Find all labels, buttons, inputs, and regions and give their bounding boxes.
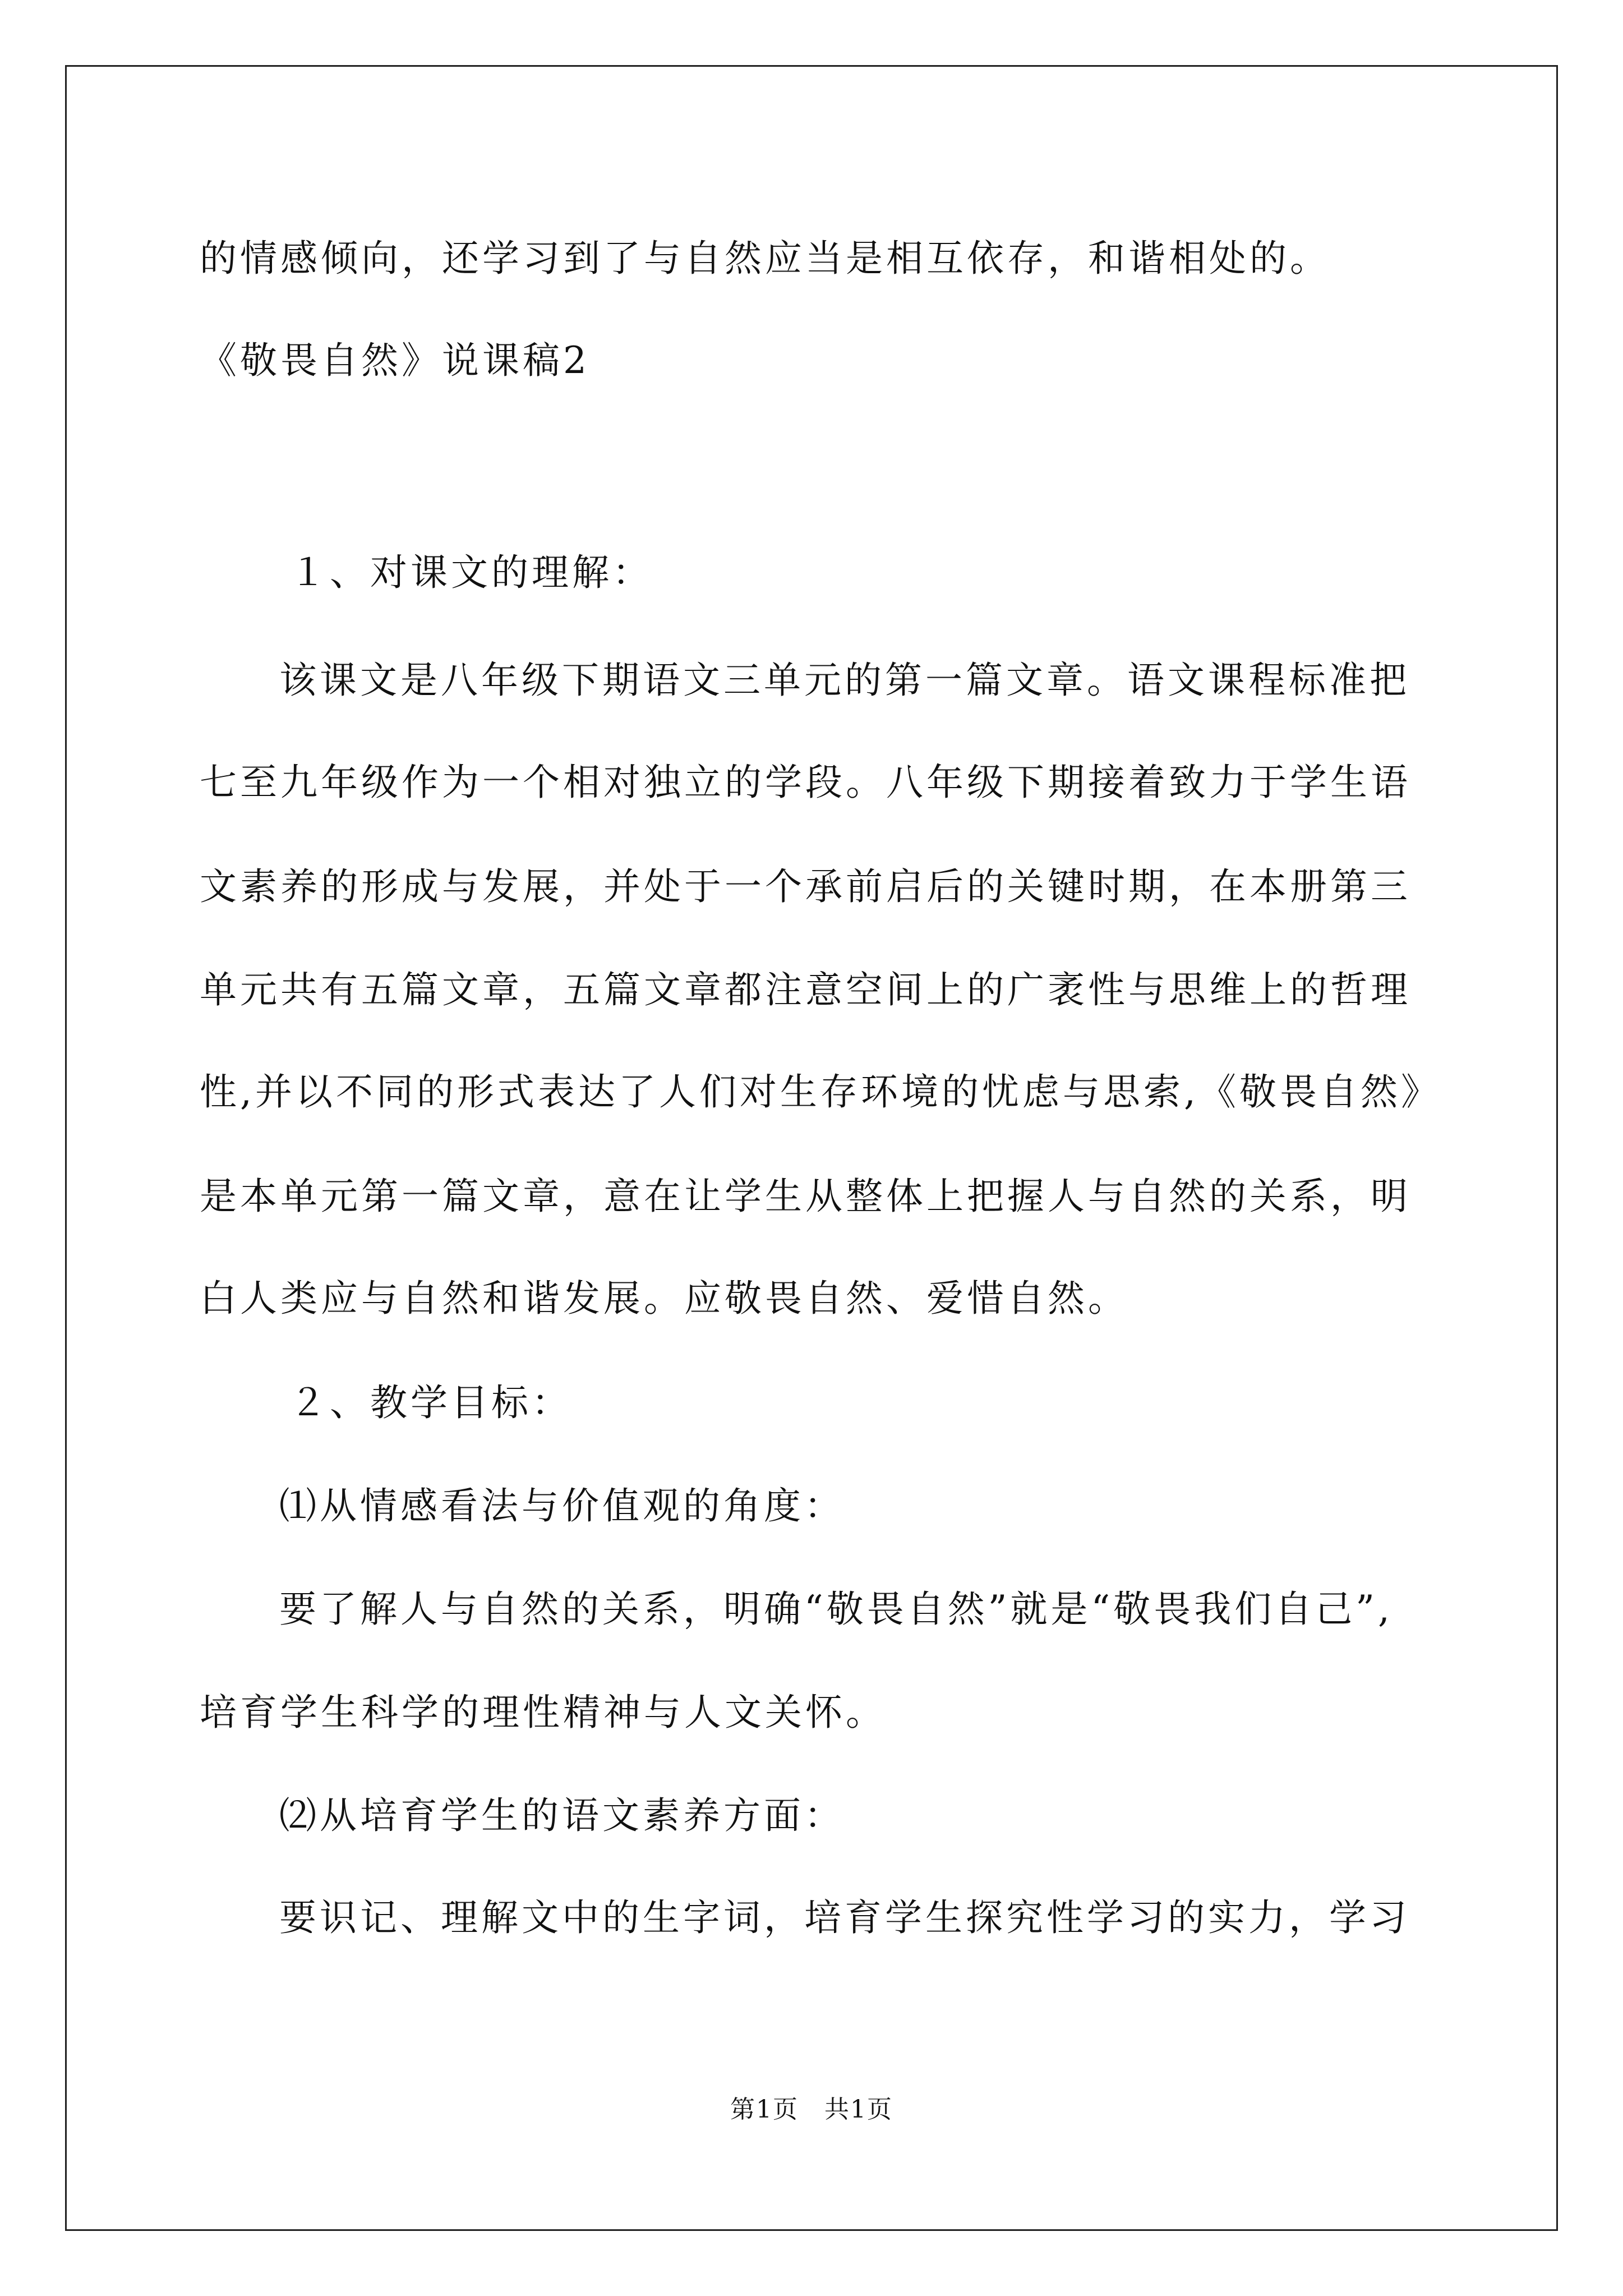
paragraph-line: 七至九年级作为一个相对独立的学段。八年级下期接着致力于学生语 <box>200 761 1411 804</box>
subsection-heading: ⑵从培育学生的语文素养方面： <box>279 1794 845 1837</box>
paragraph-line: 培育学生科学的理性精神与人文关怀。 <box>200 1691 886 1734</box>
paragraph-line: 是本单元第一篇文章，意在让学生从整体上把握人与自然的关系，明 <box>200 1175 1411 1218</box>
paragraph-line: 要了解人与自然的关系，明确“敬畏自然”就是“敬畏我们自己”, <box>279 1588 1393 1631</box>
paragraph-line: 性,并以不同的形式表达了人们对生存环境的忧虑与思索,《敬畏自然》 <box>200 1070 1441 1114</box>
paragraph-line: 的情感倾向，还学习到了与自然应当是相互依存，和谐相处的。 <box>200 237 1330 280</box>
section-heading: １、对课文的理解： <box>289 551 653 594</box>
subsection-heading: ⑴从情感看法与价值观的角度： <box>279 1484 845 1527</box>
paragraph-line: 单元共有五篇文章，五篇文章都注意空间上的广袤性与思维上的哲理 <box>200 968 1411 1011</box>
paragraph-line: 要识记、理解文中的生字词，培育学生探究性学习的实力，学习 <box>279 1896 1410 1939</box>
document-title: 《敬畏自然》说课稿2 <box>200 339 590 382</box>
page-footer: 第1页 共1页 <box>730 2095 893 2124</box>
paragraph-line: 该课文是八年级下期语文三单元的第一篇文章。语文课程标准把 <box>279 659 1410 702</box>
section-heading: ２、教学目标： <box>289 1381 572 1424</box>
paragraph-line: 白人类应与自然和谐发展。应敬畏自然、爱惜自然。 <box>200 1277 1128 1320</box>
paragraph-line: 文素养的形成与发展，并处于一个承前启后的关键时期，在本册第三 <box>200 865 1411 908</box>
